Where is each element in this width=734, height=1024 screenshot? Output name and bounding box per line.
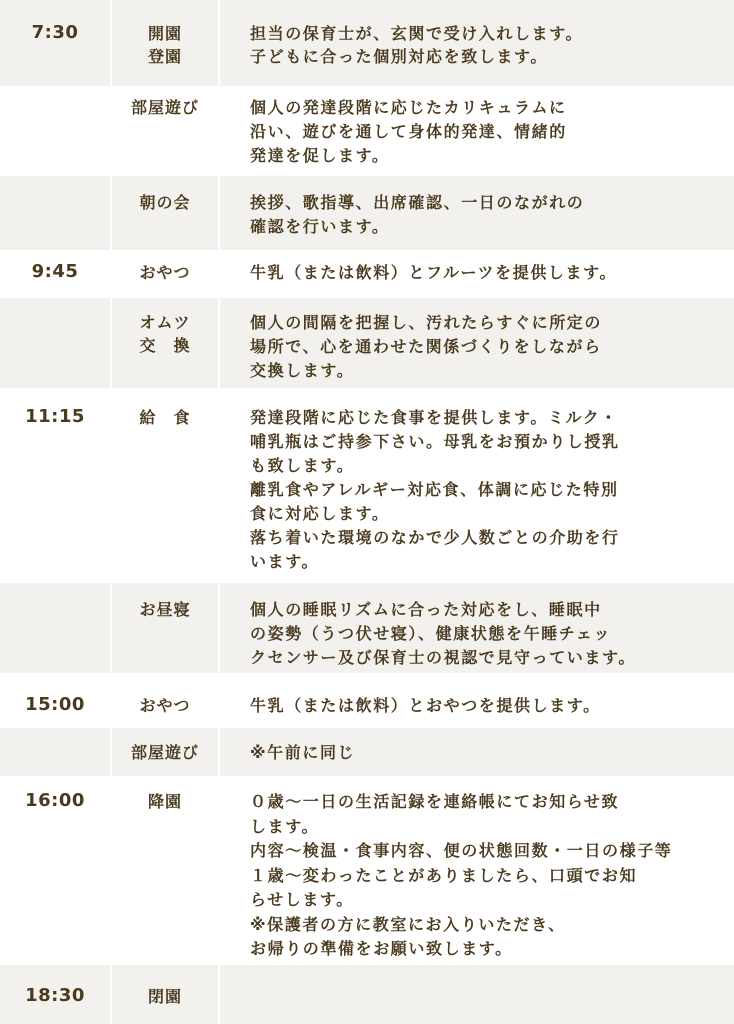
activity-label: 閉園: [147, 987, 182, 1006]
description-line: 沿い、遊びを通して身体的発達、情緒的: [250, 122, 567, 141]
time-cell: [0, 583, 110, 673]
description-cell: [220, 91, 734, 171]
activity-cell: [110, 784, 220, 962]
description-line: 牛乳（または飲料）とおやつを提供します。: [250, 696, 601, 715]
schedule-row: [0, 255, 734, 295]
description-line: 個人の間隔を把握し、汚れたらすぐに所定の: [250, 313, 603, 332]
description-line: 離乳食やアレルギー対応食、体調に応じた特別: [250, 480, 619, 499]
schedule-row: [0, 965, 734, 1024]
activity-cell: [110, 298, 220, 388]
description-line: 個人の発達段階に応じたカリキュラムに: [250, 98, 567, 117]
description-line: 牛乳（または飲料）とフルーツを提供します。: [250, 263, 618, 282]
schedule-row: [0, 298, 734, 388]
time-label: 15:00: [25, 694, 85, 715]
activity-cell: [110, 0, 220, 86]
description-line: 交換します。: [250, 361, 355, 380]
activity-cell: [110, 91, 220, 171]
time-cell: [0, 784, 110, 962]
description-line: します。: [250, 816, 320, 836]
description-line: 子どもに合った個別対応を致します。: [250, 47, 548, 66]
description-line: １歳～変わったことがありましたら、口頭でお知: [250, 865, 638, 885]
description-line: 落ち着いた環境のなかで少人数ごとの介助を行: [250, 528, 620, 547]
description-line: の姿勢（うつ伏せ寝）、健康状態を午睡チェッ: [250, 624, 612, 643]
description-line: 挨拶、歌指導、出席確認、一日のながれの: [250, 193, 585, 212]
description-line: 個人の睡眠リズムに合った対応をし、睡眠中: [250, 600, 602, 619]
description-line: 内容～検温・食事内容、便の状態回数・一日の様子等: [250, 841, 673, 860]
time-cell: [0, 0, 110, 86]
description-line: らせします。: [250, 890, 354, 909]
time-cell: [0, 176, 110, 250]
description-cell: [220, 784, 734, 962]
description-cell: [220, 0, 734, 86]
time-cell: [0, 965, 110, 1024]
activity-cell: [110, 255, 220, 295]
schedule-row: [0, 680, 734, 723]
activity-label: 降園: [147, 792, 182, 811]
time-label: 7:30: [31, 22, 79, 43]
time-cell: [0, 680, 110, 723]
description-cell: [220, 680, 734, 723]
schedule-row: [0, 91, 734, 171]
activity-label: 交 換: [139, 336, 191, 355]
description-line: ０歳～一日の生活記録を連絡帳にてお知らせ致: [250, 792, 620, 811]
description-line: 発達を促します。: [250, 146, 390, 165]
description-cell: [220, 176, 734, 250]
activity-cell: [110, 728, 220, 776]
activity-cell: [110, 680, 220, 723]
time-cell: [0, 91, 110, 171]
description-line: クセンサー及び保育士の視認で見守っています。: [250, 648, 636, 667]
description-line: お帰りの準備をお願い致します。: [250, 939, 513, 958]
activity-cell: [110, 176, 220, 250]
description-line: も致します。: [250, 456, 355, 475]
description-cell: [220, 393, 734, 578]
description-line: 発達段階に応じた食事を提供します。ミルク・: [250, 408, 619, 427]
time-cell: [0, 728, 110, 776]
description-line: 食に対応します。: [250, 504, 390, 523]
activity-label: 部屋遊び: [130, 98, 199, 117]
activity-label: おやつ: [139, 263, 191, 282]
activity-cell: [110, 965, 220, 1024]
schedule-row: [0, 583, 734, 673]
time-label: 11:15: [25, 406, 85, 427]
schedule-row: [0, 0, 734, 86]
description-cell: [220, 255, 734, 295]
description-line: います。: [250, 552, 320, 571]
schedule-row: [0, 176, 734, 250]
description-line: ※午前に同じ: [250, 743, 356, 762]
schedule-row: [0, 784, 734, 960]
activity-label: 開園: [147, 24, 182, 43]
description-line: 担当の保育士が、玄関で受け入れします。: [250, 24, 584, 43]
activity-label: 部屋遊び: [130, 743, 199, 762]
activity-label: おやつ: [139, 696, 191, 715]
activity-label: 朝の会: [139, 193, 191, 212]
description-line: 哺乳瓶はご持参下さい。母乳をお預かりし授乳: [250, 432, 620, 451]
activity-cell: [110, 393, 220, 578]
time-label: 16:00: [25, 790, 85, 811]
activity-label: 登園: [147, 47, 182, 66]
time-cell: [0, 255, 110, 295]
description-cell: [220, 298, 734, 388]
description-cell: [220, 583, 734, 673]
time-cell: [0, 393, 110, 578]
activity-label: 給 食: [139, 408, 191, 427]
description-line: 確認を行います。: [250, 217, 390, 236]
activity-label: お昼寝: [139, 600, 191, 619]
description-cell: [220, 728, 734, 776]
schedule-row: [0, 728, 734, 776]
time-cell: [0, 298, 110, 388]
description-line: ※保護者の方に教室にお入りいただき、: [250, 914, 566, 934]
description-cell: [220, 965, 734, 1024]
activity-label: オムツ: [139, 313, 191, 332]
schedule-row: [0, 393, 734, 578]
time-label: 18:30: [25, 985, 85, 1006]
description-line: 場所で、心を通わせた関係づくりをしながら: [250, 337, 602, 356]
time-label: 9:45: [31, 261, 79, 282]
activity-cell: [110, 583, 220, 673]
